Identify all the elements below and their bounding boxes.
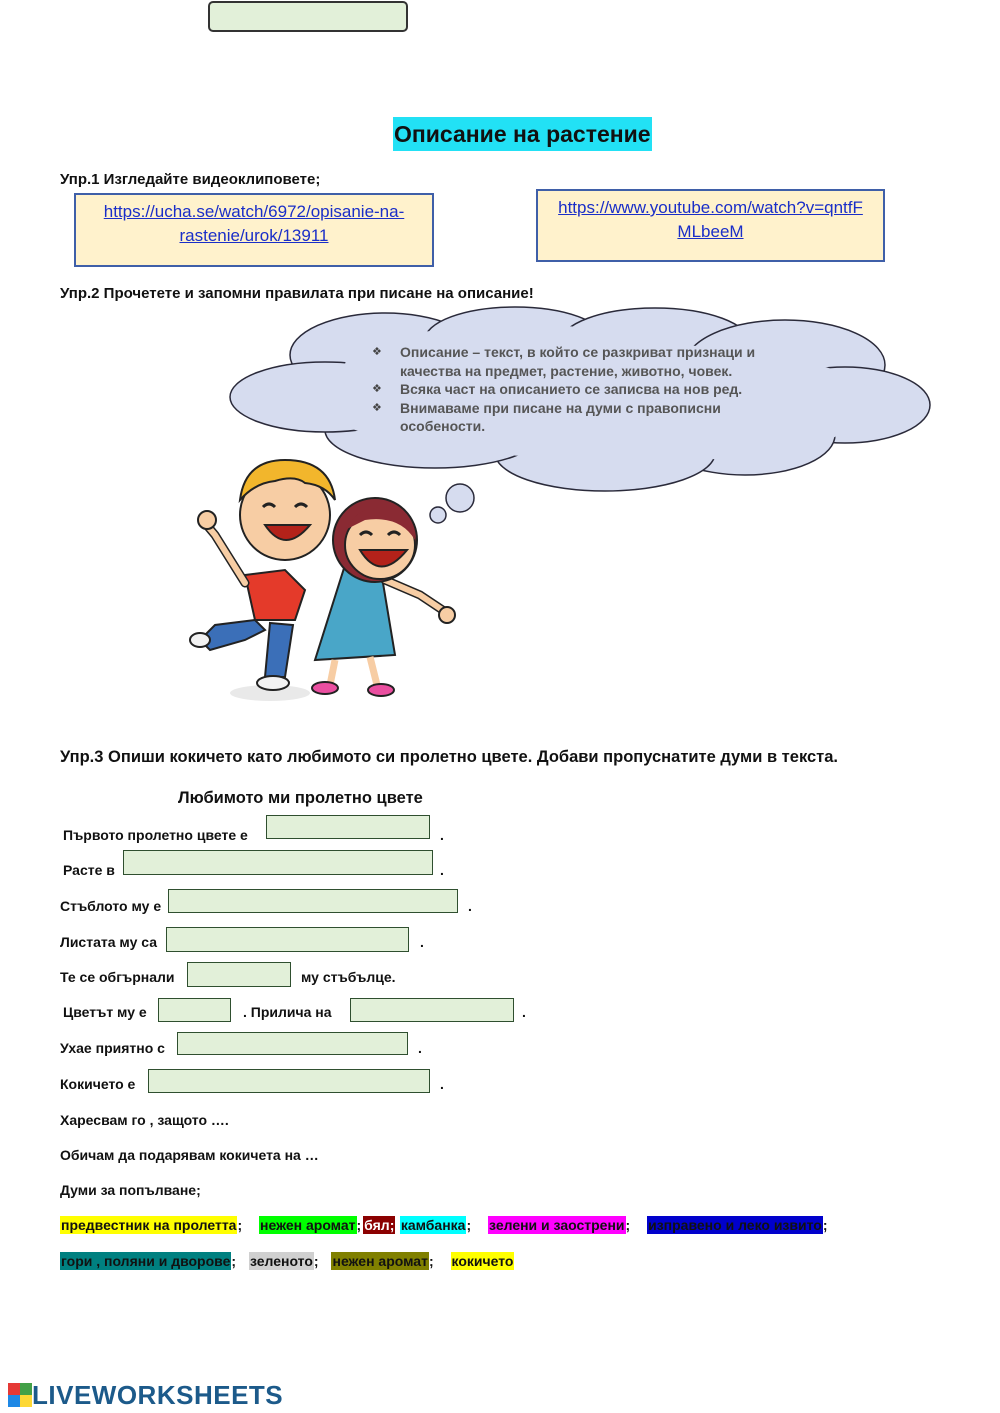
word-chip: кокичето [451, 1253, 514, 1269]
answer-field-color[interactable] [158, 998, 231, 1022]
link-youtube-line1[interactable]: https://www.youtube.com/watch?v=qntfF [558, 198, 863, 217]
ex2-heading: Упр.2 Прочетете и запомни правилата при писане на описание! [60, 285, 534, 302]
link-youtube-line2[interactable]: MLbeeM [677, 222, 744, 241]
line-stem-label: Стъблото му е [60, 898, 162, 914]
rules-list [372, 343, 792, 436]
line-leaves-label: Листата му са [60, 934, 157, 950]
line-like-label: Харесвам го , защото …. [60, 1112, 229, 1128]
line-dot: . [440, 862, 444, 878]
word-chip: зеленото [249, 1253, 313, 1269]
ex1-heading: Упр.1 Изгледайте видеоклиповете; [60, 171, 321, 188]
word-chip: предвестник на пролетта [61, 1217, 237, 1233]
word-chip: камбанка [400, 1217, 466, 1233]
word-chip: нежен аромат [260, 1217, 356, 1233]
word-chip: изправено и леко извито [648, 1217, 822, 1233]
answer-field-wrapped[interactable] [187, 962, 291, 987]
answer-field-first-flower[interactable] [266, 815, 430, 839]
line-dot: . [468, 898, 472, 914]
answer-field-smell[interactable] [177, 1032, 408, 1055]
line-smell-label: Ухае приятно с [60, 1040, 165, 1056]
link-box-youtube [536, 189, 885, 262]
answer-field-leaves[interactable] [166, 927, 409, 952]
word-chip: бял; [364, 1217, 395, 1233]
line-color-label: Цветът му е [63, 1004, 147, 1020]
answer-field-grows[interactable] [123, 850, 433, 875]
word-bank-row-1: предвестник на пролетта; нежен аромат; бял; камбанка; зелени и заострени; изправено и леко извито; [61, 1217, 828, 1233]
word-chip: зелени и заострени [489, 1217, 625, 1233]
logo-blocks-icon [8, 1383, 32, 1407]
link-ucha-line1[interactable]: https://ucha.se/watch/6972/opisanie-na- [103, 202, 405, 221]
line-dot: . [420, 934, 424, 950]
rule-item: ❖ Внимаваме при писане на думи с правописни особености. [372, 399, 792, 436]
answer-field-snowdrop[interactable] [148, 1069, 430, 1093]
kids-illustration [185, 445, 465, 715]
rule-item: ❖ Описание – текст, в който се разкриват признаци и качества на предмет, растение, животно, човек. [372, 343, 792, 380]
link-ucha-line2[interactable]: rastenie/urok/13911 [179, 226, 329, 245]
logo-text: LIVEWORKSHEETS [32, 1380, 284, 1410]
line-dot: . [522, 1004, 526, 1020]
line-dot: . [440, 827, 444, 843]
line-dot: . [440, 1076, 444, 1092]
answer-field-stem[interactable] [168, 889, 458, 913]
liveworksheets-logo [8, 1380, 283, 1411]
ex3-subtitle: Любимото ми пролетно цвете [178, 789, 423, 807]
top-answer-field[interactable] [208, 1, 408, 32]
line-snowdrop-label: Кокичето е [60, 1076, 136, 1092]
line-grows-label: Расте в [63, 862, 115, 878]
line-wrapped-label: Те се обгърнали [60, 969, 175, 985]
line-stalk-label: му стъбълце. [301, 969, 396, 985]
word-bank-row-2: гори , поляни и дворове; зеленото; нежен аромат; кокичето [61, 1253, 514, 1269]
line-resembles-label: . Прилича на [243, 1004, 332, 1020]
link-box-ucha [74, 193, 434, 267]
line-first-flower-label: Първото пролетно цвете е [63, 827, 248, 843]
answer-field-resembles[interactable] [350, 998, 514, 1022]
word-chip: гори , поляни и дворове [61, 1253, 231, 1269]
rule-item: ❖ Всяка част на описанието се записва на нов ред. [372, 380, 792, 399]
ex3-heading: Упр.3 Опиши кокичето като любимото си пролетно цвете. Добави пропуснатите думи в текста. [60, 748, 838, 766]
line-dot: . [418, 1040, 422, 1056]
word-chip: нежен аромат [332, 1253, 428, 1269]
line-words-label: Думи за попълване; [60, 1182, 201, 1198]
line-gift-label: Обичам да подарявам кокичета на … [60, 1147, 319, 1163]
page-title: Описание на растение [393, 117, 652, 151]
